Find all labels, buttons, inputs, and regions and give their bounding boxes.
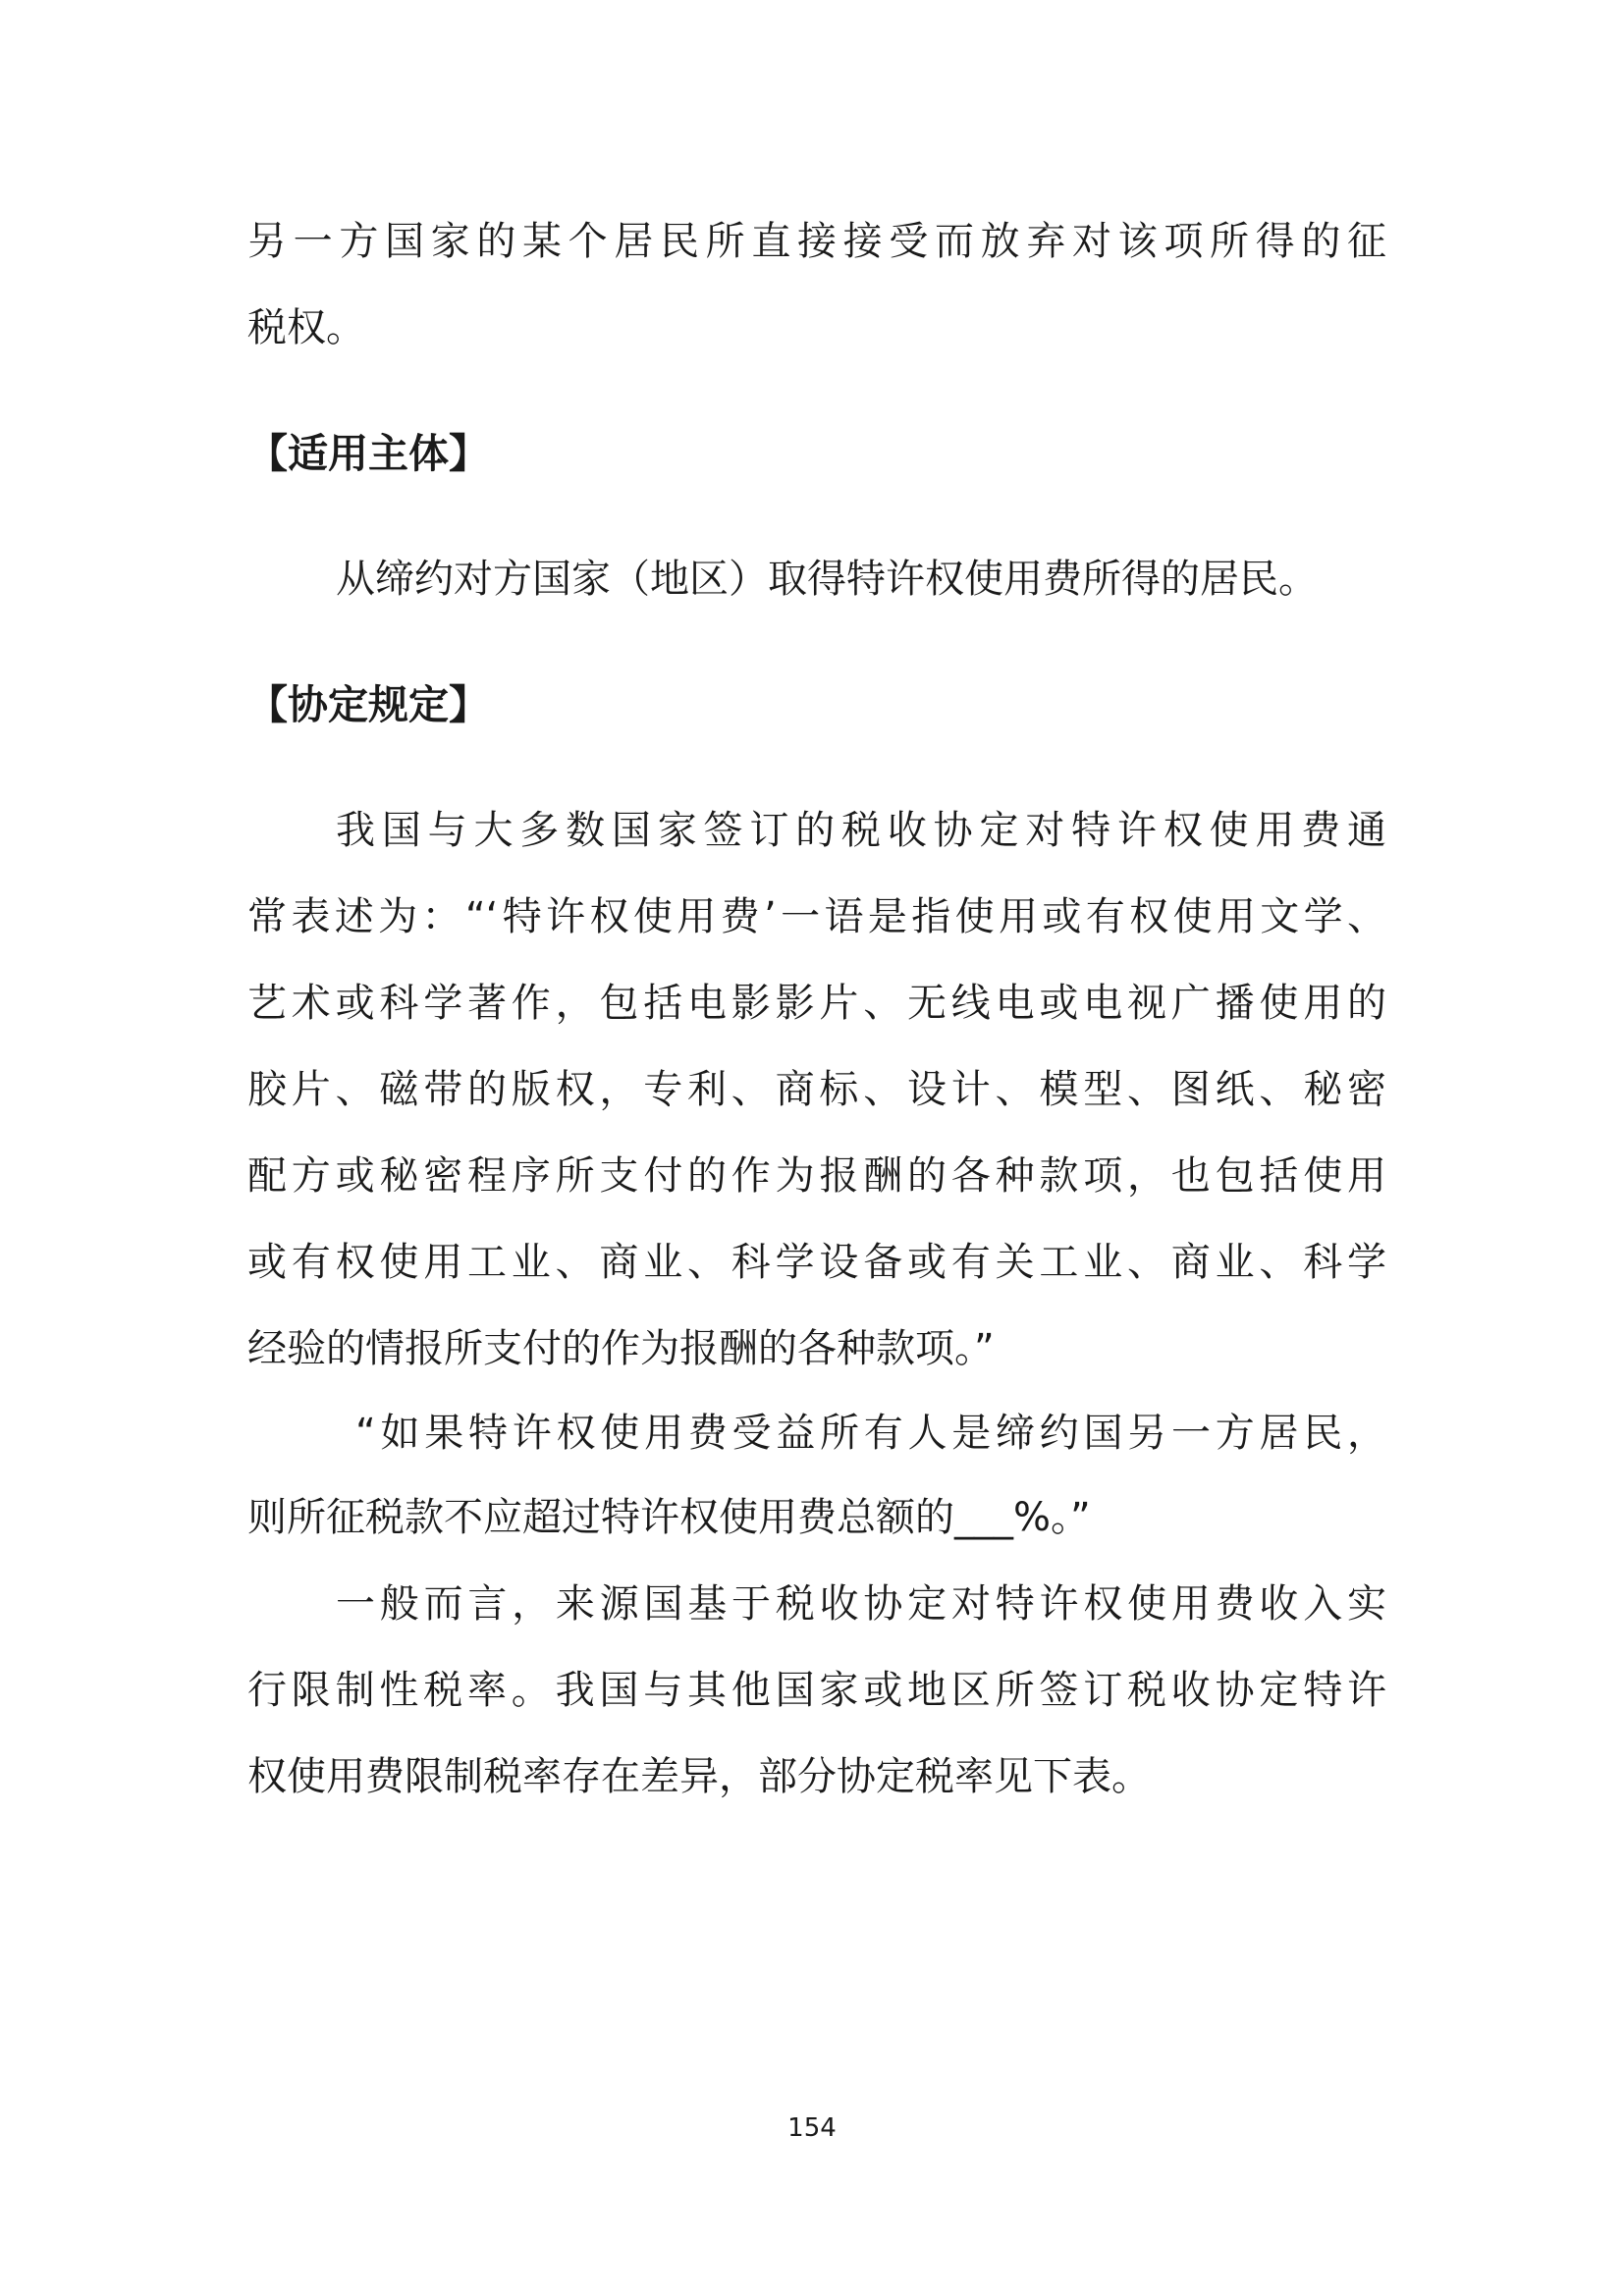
provisions-p1-line-6: 或有权使用工业、商业、科学设备或有关工业、商业、科学 <box>247 1240 1386 1285</box>
provisions-p1-line-3: 艺术或科学著作，包括电影影片、无线电或电视广播使用的 <box>247 981 1386 1026</box>
intro-line-1: 另一方国家的某个居民所直接接受而放弃对该项所得的征 <box>247 219 1386 264</box>
provisions-p3-line-2: 行限制性税率。我国与其他国家或地区所签订税收协定特许 <box>247 1668 1386 1713</box>
page-number: 154 <box>787 2113 837 2143</box>
provisions-p3-line-3: 权使用费限制税率存在差异，部分协定税率见下表。 <box>247 1754 1151 1799</box>
provisions-p1-line-2: 常表述为：“‘特许权使用费’一语是指使用或有权使用文学、 <box>247 894 1386 939</box>
provisions-p3-line-1: 一般而言，来源国基于税收协定对特许权使用费收入实 <box>336 1581 1386 1627</box>
section-heading-provisions: 【协定规定】 <box>247 681 489 728</box>
provisions-p1-line-7: 经验的情报所支付的作为报酬的各种款项。” <box>247 1326 995 1371</box>
applicable-line-1: 从缔约对方国家（地区）取得特许权使用费所得的居民。 <box>336 557 1318 602</box>
provisions-p2-line-2: 则所征税款不应超过特许权使用费总额的___%。” <box>247 1495 1091 1540</box>
provisions-p1-line-4: 胶片、磁带的版权，专利、商标、设计、模型、图纸、秘密 <box>247 1067 1386 1112</box>
section-heading-applicable: 【适用主体】 <box>247 430 489 477</box>
provisions-p2-line-1: “如果特许权使用费受益所有人是缔约国另一方居民， <box>355 1411 1386 1456</box>
intro-line-2: 税权。 <box>247 305 365 350</box>
provisions-p1-line-5: 配方或秘密程序所支付的作为报酬的各种款项，也包括使用 <box>247 1153 1386 1199</box>
provisions-p1-line-1: 我国与大多数国家签订的税收协定对特许权使用费通 <box>336 808 1386 853</box>
